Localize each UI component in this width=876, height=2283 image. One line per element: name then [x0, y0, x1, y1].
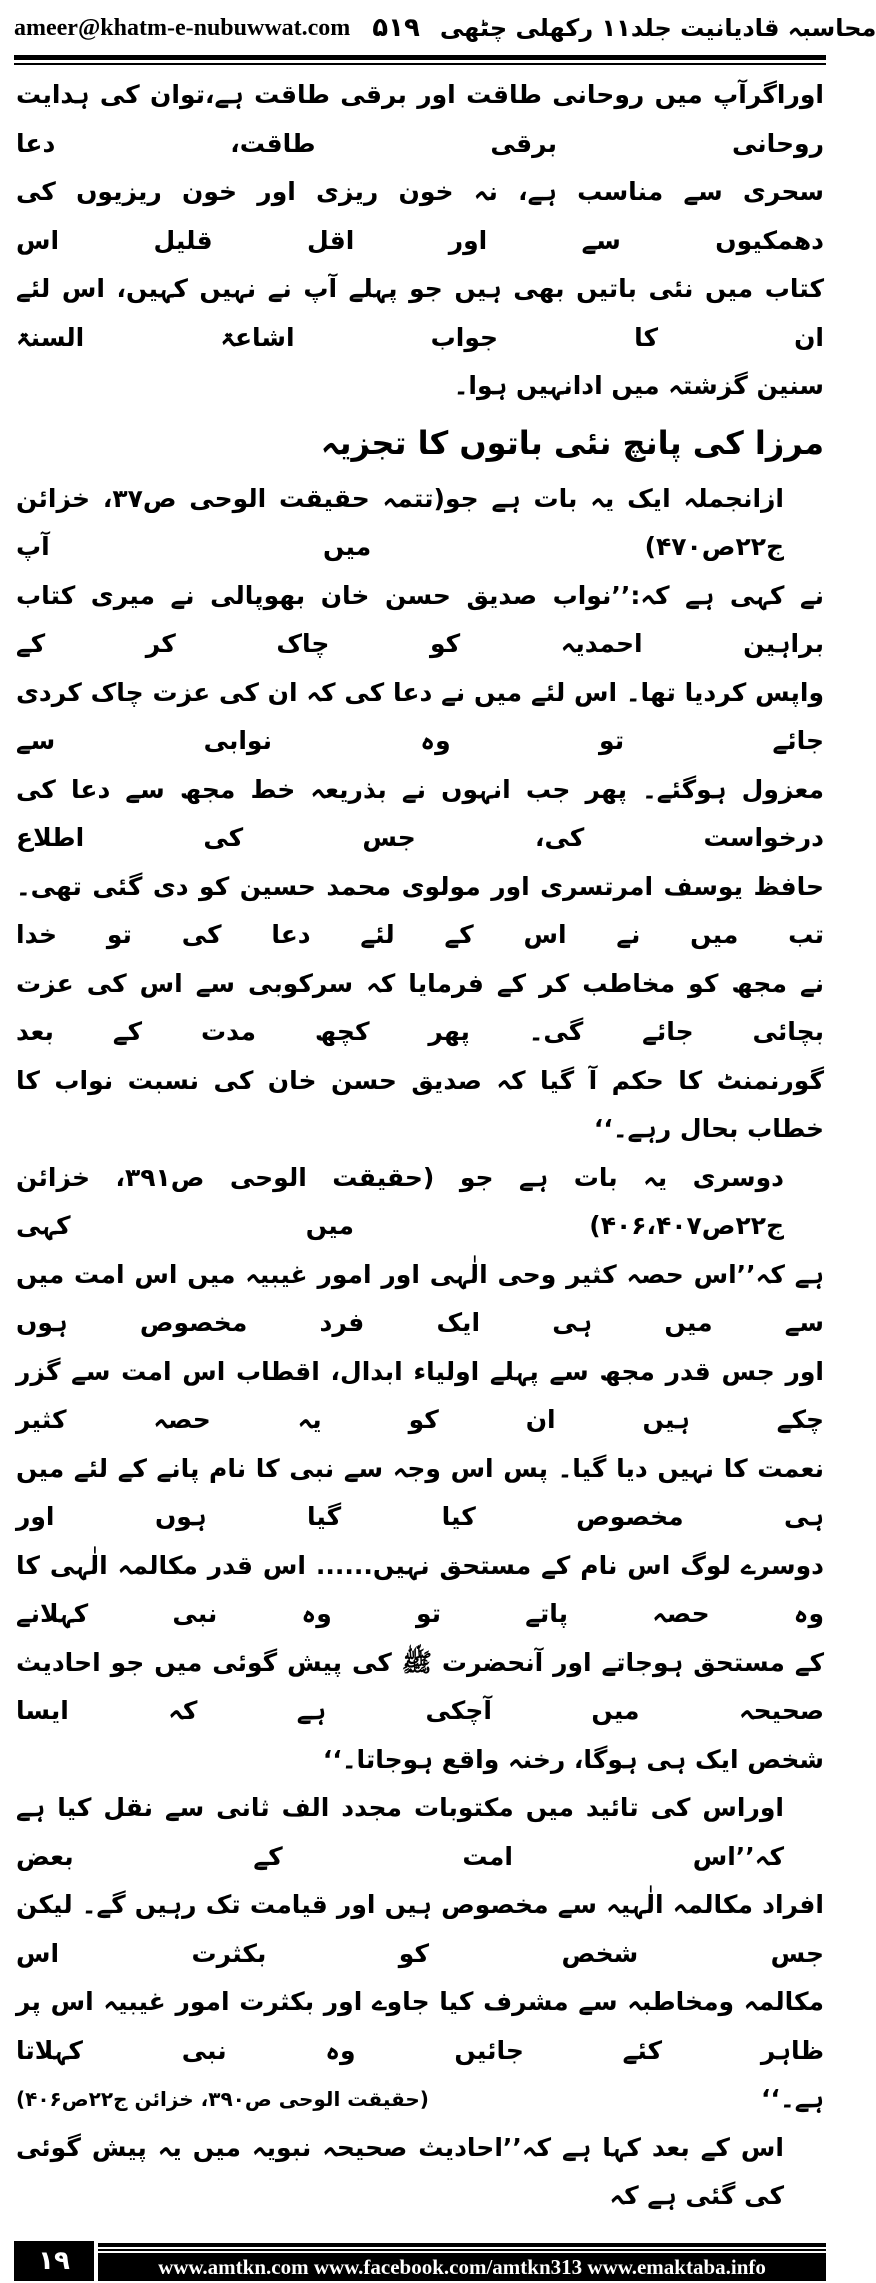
header-page-number: ۵۱۹ — [372, 13, 420, 43]
text-line: سحری سے مناسب ہے، نہ خون ریزی اور خون ریزیوں کی دھمکیوں سے اور اقل قلیل اس — [16, 177, 824, 255]
paragraph — [16, 2124, 824, 2221]
closing-text: ہے۔‘‘ — [761, 2084, 824, 2113]
text-line: اور جس قدر مجھ سے پہلے اولیاء ابدال، اقطاب اس امت سے گزر چکے ہیں ان کو یہ حصہ کثیر — [16, 1356, 824, 1434]
paragraph — [16, 1154, 824, 1785]
header-email: ameer@khatm-e-nubuwwat.com — [14, 14, 351, 41]
page-header — [14, 0, 876, 54]
reference-line — [16, 2075, 824, 2124]
text-line: حافظ یوسف امرتسری اور مولوی محمد حسین کو دی گئی تھی۔ تب میں نے اس کے لئے دعا کی تو خدا — [16, 871, 824, 949]
footer-rule-thin — [98, 2249, 826, 2251]
text-line: اوراس کی تائید میں مکتوبات مجدد الف ثانی سے نقل کیا ہے کہ’’اس امت کے بعض — [16, 1793, 784, 1871]
page-footer — [14, 2241, 826, 2281]
paragraph — [16, 1784, 824, 2124]
paragraph — [16, 475, 824, 1154]
text-line: اوراگرآپ میں روحانی طاقت اور برقی طاقت ہے،توان کی ہدایت روحانی برقی طاقت، دعا — [16, 80, 824, 158]
text-line: ازانجملہ ایک یہ بات ہے جو(تتمہ حقیقت الوحی ص۳۷، خزائن ج۲۲ص۴۷۰) میں آپ — [16, 483, 784, 561]
text-line: دوسرے لوگ اس نام کے مستحق نہیں...... اس قدر مکالمہ الٰہی کا وہ حصہ پاتے تو وہ نبی کہلانے — [16, 1550, 824, 1628]
text-line: معزول ہوگئے۔ پھر جب انہوں نے بذریعہ خط مجھ سے دعا کی درخواست کی، جس کی اطلاع — [16, 774, 824, 852]
text-line: واپس کردیا تھا۔ اس لئے میں نے دعا کی کہ ان کی عزت چاک کردی جائے تو وہ نوابی سے — [16, 677, 824, 755]
header-rule — [14, 55, 826, 60]
footer-page-number: ۱۹ — [14, 2241, 94, 2281]
header-left-group — [14, 13, 420, 43]
text-line: ہے کہ’’اس حصہ کثیر وحی الٰہی اور امور غیبیہ میں اس امت میں سے میں ہی ایک فرد مخصوص ہوں — [16, 1259, 824, 1337]
text-line: کتاب میں نئی باتیں بھی ہیں جو پہلے آپ نے نہیں کہیں، اس لئے ان کا جواب اشاعۃ السنۃ — [16, 274, 824, 352]
text-line: افراد مکالمہ الٰہیہ سے مخصوص ہیں اور قیامت تک رہیں گے۔ لیکن جس شخص کو بکثرت اس — [16, 1890, 824, 1968]
footer-rule — [98, 2243, 826, 2247]
text-line: دوسری یہ بات ہے جو (حقیقت الوحی ص۳۹۱، خزائن ج۲۲ص۴۰۶،۴۰۷) میں کہی — [16, 1162, 784, 1240]
text-line: نے کہی ہے کہ:’’نواب صدیق حسن خان بھوپالی نے میری کتاب براہین احمدیہ کو چاک کر کے — [16, 580, 824, 658]
text-line: اس کے بعد کہا ہے کہ’’احادیث صحیحہ نبویہ میں یہ پیش گوئی کی گئی ہے کہ — [16, 2132, 784, 2210]
text-line: شخص ایک ہی ہوگا، رخنہ واقع ہوجاتا۔‘‘ — [322, 1744, 824, 1774]
paragraph — [16, 71, 824, 411]
text-line: کے مستحق ہوجاتے اور آنحضرت ﷺ کی پیش گوئی میں جو احادیث صحیحہ میں آچکی ہے کہ ایسا — [16, 1647, 824, 1725]
text-line: سنین گزشتہ میں ادانہیں ہوا۔ — [453, 371, 824, 400]
header-rule-thin — [14, 63, 826, 65]
text-line: نے مجھ کو مخاطب کر کے فرمایا کہ سرکوبی سے اس کی عزت بچائی جائے گی۔ پھر کچھ مدت کے بعد — [16, 968, 824, 1046]
text-line: نعمت کا نہیں دیا گیا۔ پس اس وجہ سے نبی کا نام پانے کے لئے میں ہی مخصوص کیا گیا ہوں اور — [16, 1453, 824, 1531]
citation: (حقیقت الوحی ص۳۹۰، خزائن ج۲۲ص۴۰۶) — [16, 2087, 429, 2111]
text-line: گورنمنٹ کا حکم آ گیا کہ صدیق حسن خان کی نسبت نواب کا خطاب بحال رہے۔‘‘ — [16, 1065, 824, 1143]
footer-urls: www.amtkn.com www.facebook.com/amtkn313 www.emaktaba.info — [98, 2253, 826, 2281]
page-body — [16, 71, 824, 2221]
header-book-title: محاسبہ قادیانیت جلد۱۱ رکھلی چٹھی — [439, 14, 876, 42]
text-line: مکالمہ ومخاطبہ سے مشرف کیا جاوے اور بکثرت امور غیبیہ اس پر ظاہر کئے جائیں وہ نبی کہلاتا — [16, 1987, 824, 2065]
section-heading: مرزا کی پانچ نئی باتوں کا تجزیہ — [320, 423, 824, 462]
